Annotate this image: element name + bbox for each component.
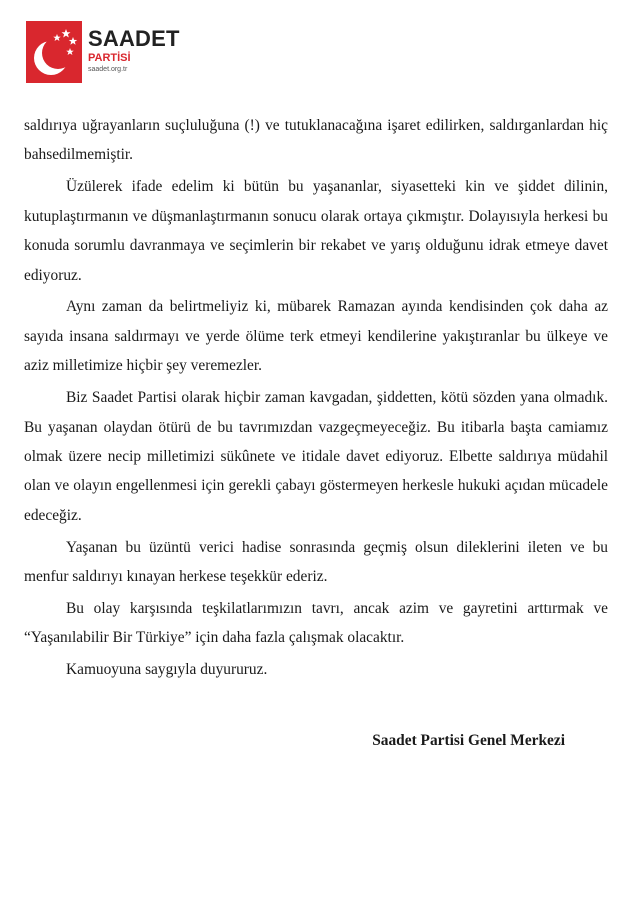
statement-body — [24, 111, 608, 687]
signature: Saadet Partisi Genel Merkezi — [372, 732, 565, 749]
paragraph: Bu olay karşısında teşkilatlarımızın tavrı, ancak azim ve gayretini arttırmak ve “Yaşanılabilir Bir Türkiye” için daha fazla çalışmak olacaktır. — [24, 600, 608, 647]
party-logo — [26, 21, 180, 83]
paragraph: Aynı zaman da belirtmeliyiz ki, mübarek Ramazan ayında kendisinden çok daha az sayıda insana saldırmayı ve yerde ölüme terk etmeyi kendilerine yakıştıranlar bu ülkeye ve aziz milletimize hiçbir şey veremezler. — [24, 298, 608, 375]
paragraph: Biz Saadet Partisi olarak hiçbir zaman kavgadan, şiddetten, kötü sözden yana olmadık. Bu yaşanan olaydan ötürü de bu tavrımızdan vazgeçmeyeceğiz. Bu itibarla başta camiamız olmak üzere necip milletimizi sükûnete ve itidale davet ediyoruz. Elbette saldırıya müdahil olan ve olayın engellenmesi için gerekli çabayı göstermeyen herkesle hukuki açıdan mücadele edeceğiz. — [24, 389, 608, 524]
paragraph: saldırıya uğrayanların suçluluğuna (!) ve tutuklanacağına işaret edilirken, saldırganlardan hiç bahsedilmemiştir. — [24, 117, 608, 164]
paragraph: Kamuoyuna saygıyla duyururuz. — [66, 661, 268, 679]
crescent-stars-logo-icon — [26, 21, 82, 83]
logo-url: saadet.org.tr — [88, 66, 128, 73]
paragraph: Yaşanan bu üzüntü verici hadise sonrasında geçmiş olsun dileklerini ileten ve bu menfur saldırıyı kınayan herkese teşekkür ederiz. — [24, 538, 608, 586]
logo-subtitle: PARTİSİ — [88, 52, 131, 64]
paragraph: Üzülerek ifade edelim ki bütün bu yaşananlar, siyasetteki kin ve şiddet dilinin, kutuplaştırmanın ve düşmanlaştırmanın sonucu olarak ortaya çıkmıştır. Dolayısıyla herkesi bu konuda sorumlu davranmaya ve seçimlerin bir rekabet ve yarış olduğunu idrak etmeye davet ediyoruz. — [24, 178, 608, 284]
logo-name: SAADET — [88, 26, 180, 51]
